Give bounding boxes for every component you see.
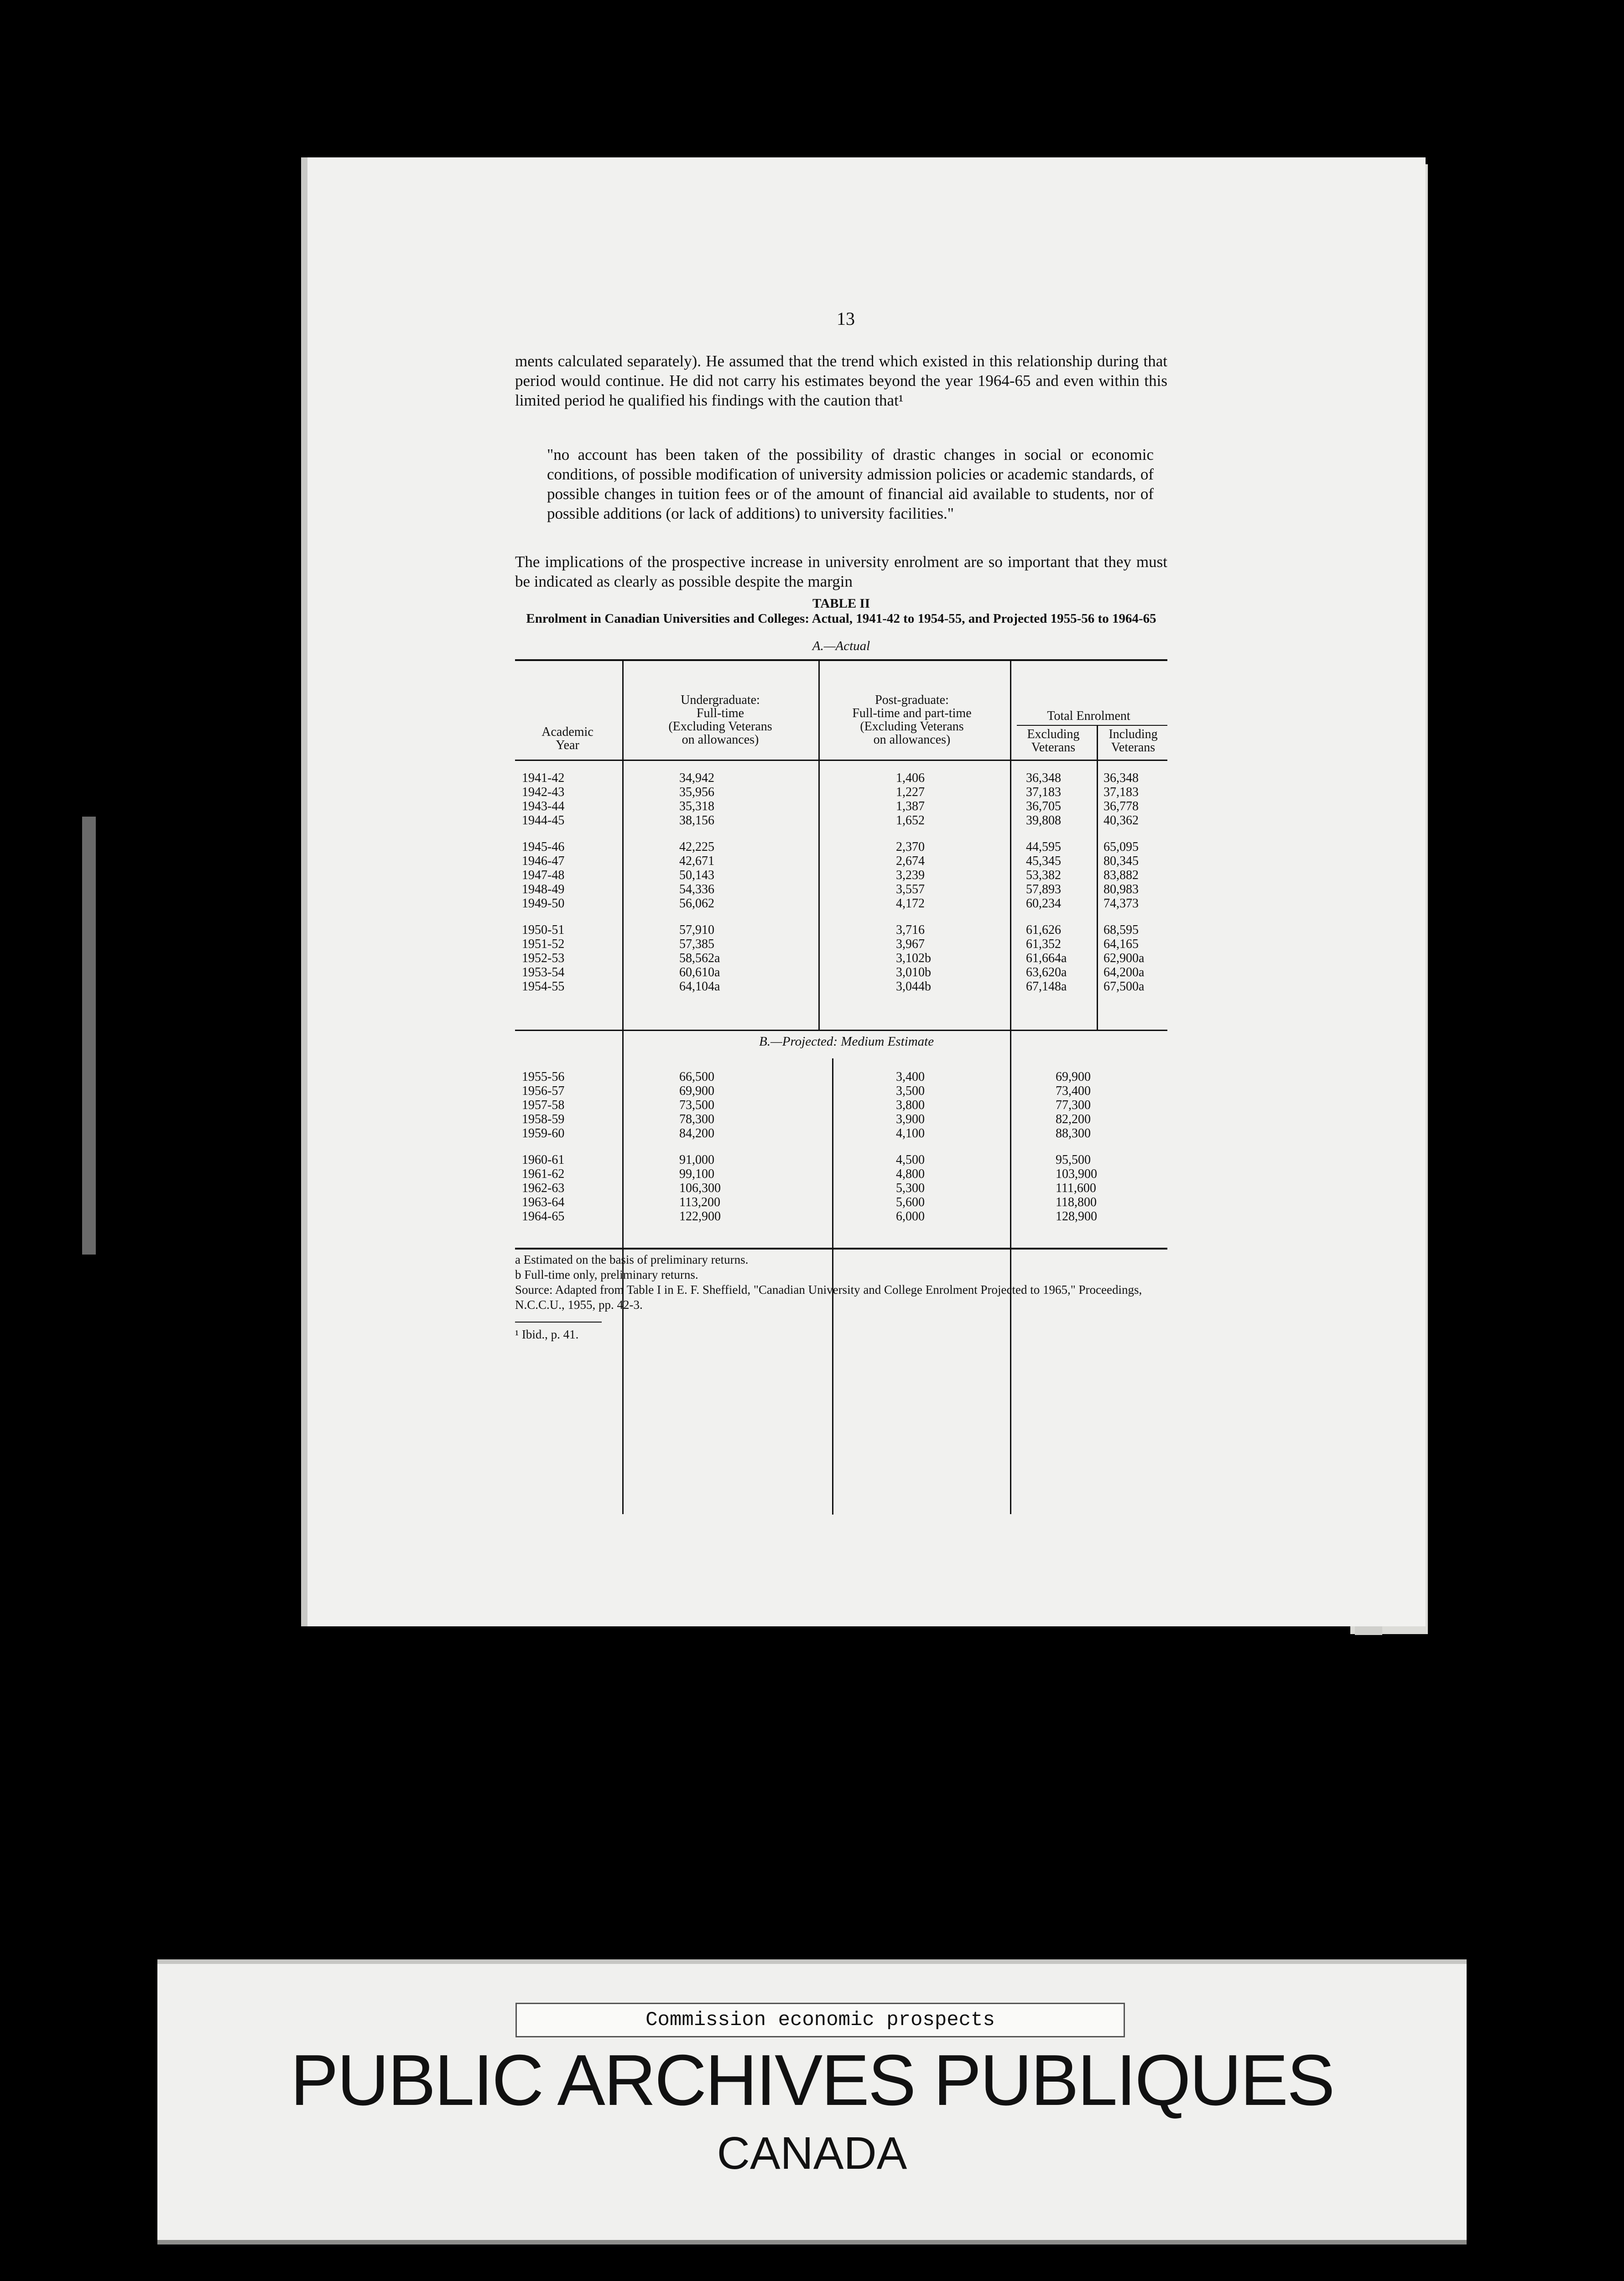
column-divider-3 [1010, 661, 1011, 1514]
table-label: TABLE II [812, 596, 870, 611]
header-undergraduate: Undergraduate: Full-time (Excluding Veterans on allowances) [668, 693, 772, 747]
projected-postgrad-column: 3,400 3,500 3,800 3,900 4,100 4,500 4,800 5,300 5,600 6,000 [896, 1070, 925, 1224]
note-b: b Full-time only, preliminary returns. [515, 1268, 698, 1281]
film-edge-mark [82, 817, 96, 1255]
header-postgraduate: Post-graduate: Full-time and part-time (Excluding Veterans on allowances) [852, 693, 972, 747]
table-top-rule [515, 659, 1167, 661]
note-a: a Estimated on the basis of preliminary returns. [515, 1253, 749, 1266]
document-page [301, 157, 1426, 1626]
projected-years-column: 1955-56 1956-57 1957-58 1958-59 1959-60 1960-61 1961-62 1962-63 1963-64 1964-65 [522, 1070, 565, 1224]
table-title: Enrolment in Canadian Universities and Colleges: Actual, 1941-42 to 1954-55, and Projected 1955-56 to 1964-65 [526, 611, 1156, 626]
body-paragraph-2: The implications of the prospective increase in university enrolment are so important that they must be indicated as clearly as possible despite the margin [515, 553, 1167, 590]
block-quote: "no account has been taken of the possibility of drastic changes in social or economic conditions, of possible modification of university admission policies or academic standards, of possible changes in tuition fees or of the amount of financial aid available to students, nor of possible additions (or lack of additions) to university facilities." [547, 446, 1154, 522]
actual-including-column: 36,348 37,183 36,778 40,362 65,095 80,345 83,882 80,983 74,373 68,595 64,165 62,900a 64,200a 67,500a [1103, 771, 1145, 994]
header-including: Including Veterans [1109, 727, 1158, 755]
actual-undergrad-column: 34,942 35,956 35,318 38,156 42,225 42,671 50,143 54,336 56,062 57,910 57,385 58,562a 60,610a 64,104a [679, 771, 720, 994]
table-title-block [515, 596, 1167, 626]
archive-title: PUBLIC ARCHIVES PUBLIQUES [290, 2040, 1334, 2120]
archive-country: CANADA [717, 2128, 907, 2179]
section-b-label: B.—Projected: Medium Estimate [759, 1034, 934, 1049]
header-bottom-rule [515, 760, 1167, 761]
projected-undergrad-column: 66,500 69,900 73,500 78,300 84,200 91,000 99,100 106,300 113,200 122,900 [679, 1070, 721, 1224]
archive-file-label: Commission economic prospects [515, 2003, 1125, 2037]
section-b-rule [515, 1030, 1167, 1031]
total-header-rule [1017, 725, 1167, 726]
header-excluding: Excluding Veterans [1027, 727, 1080, 755]
projected-total-column: 69,900 73,400 77,300 82,200 88,300 95,500 103,900 111,600 118,800 128,900 [1056, 1070, 1097, 1224]
header-academic-year: Academic Year [541, 725, 593, 752]
footnote-rule [515, 1322, 602, 1323]
section-a-label: A.—Actual [812, 639, 870, 653]
actual-excluding-column: 36,348 37,183 36,705 39,808 44,595 45,345 53,382 57,893 60,234 61,626 61,352 61,664a 63,620a 67,148a [1026, 771, 1067, 994]
page-number: 13 [837, 308, 855, 329]
body-paragraph-1: ments calculated separately). He assumed that the trend which existed in this relationship during that period would continue. He did not carry his estimates beyond the year 1964-65 and even within this limited period he qualified his findings with the caution that¹ [515, 352, 1167, 409]
actual-years-column: 1941-42 1942-43 1943-44 1944-45 1945-46 1946-47 1947-48 1948-49 1949-50 1950-51 1951-52 1952-53 1953-54 1954-55 [522, 771, 565, 994]
column-divider-4 [1097, 725, 1098, 1031]
table-notes [515, 1252, 1167, 1312]
column-divider-2a [818, 661, 820, 1031]
actual-postgrad-column: 1,406 1,227 1,387 1,652 2,370 2,674 3,239 3,557 4,172 3,716 3,967 3,102b 3,010b 3,044b [896, 771, 931, 994]
note-source: Source: Adapted from Table I in E. F. Sheffield, "Canadian University and College Enrolment Projected to 1965," Proceedings, N.C.C.U., 1955, pp. 42-3. [515, 1283, 1142, 1312]
footnote: ¹ Ibid., p. 41. [515, 1328, 579, 1341]
archive-stamp-card [157, 1959, 1467, 2245]
table-bottom-rule [515, 1248, 1167, 1250]
header-total-enrolment: Total Enrolment [1047, 709, 1130, 723]
column-divider-1 [622, 661, 624, 1514]
